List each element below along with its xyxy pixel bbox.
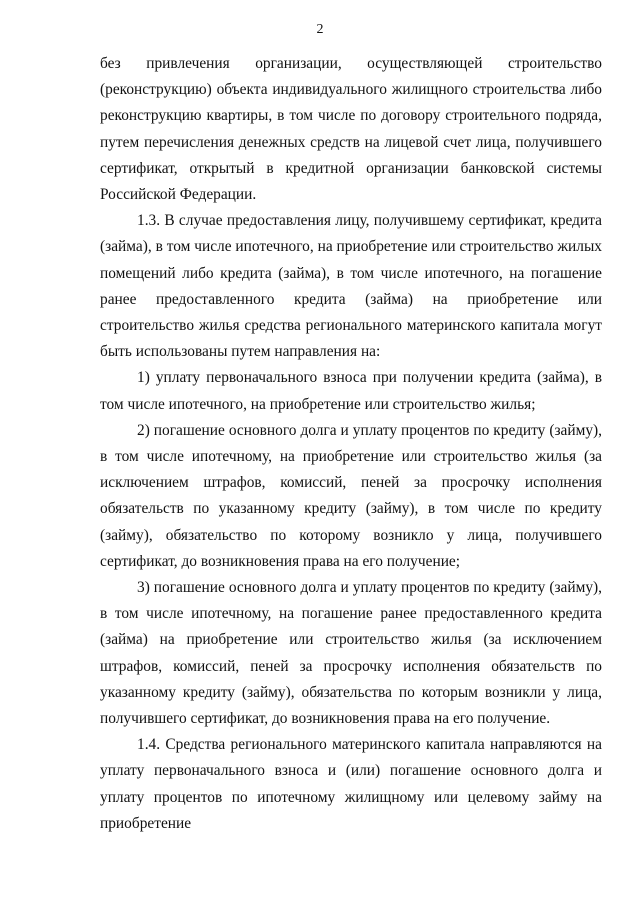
paragraph-1-4: 1.4. Средства регионального материнского капитала направляются на уплату первоначального взноса и (или) погашение основного долга и уплату процентов по ипотечному жилищному или целевому займу на приобретение [100, 736, 602, 832]
list-item-2: 2) погашение основного долга и уплату процентов по кредиту (займу), в том числе ипотечному, на приобретение или строительство жилья (за исключением штрафов, комиссий, пеней за просрочку исполнения обязательств по указанному кредиту (займу), в том числе по кредиту (займу), обязательство по которому возникло у лица, получившего сертификат, до возникновения права на его получение; [100, 421, 602, 570]
list-item-3: 3) погашение основного долга и уплату процентов по кредиту (займу), в том числе ипотечному, на погашение ранее предоставленного кредита (займа) на приобретение или строительство жилья (за исключением штрафов, комиссий, пеней за просрочку исполнения обязательств по указанному кредиту (займу), обязательства по которым возникли у лица, получившего сертификат, до возникновения права на его получение. [100, 579, 602, 728]
document-body [100, 51, 602, 837]
paragraph-1-3: 1.3. В случае предоставления лицу, получившему сертификат, кредита (займа), в том числе ипотечного, на приобретение или строительство жилых помещений либо кредита (займа), в том числе ипотечного, на погашение ранее предоставленного кредита (займа) на приобретение или строительство жилья средства регионального материнского капитала могут быть использованы путем направления на: [100, 212, 602, 361]
paragraph-continuation: без привлечения организации, осуществляющей строительство (реконструкцию) объекта индивидуального жилищного строительства либо реконструкцию квартиры, в том числе по договору строительного подряда, путем перечисления денежных средств на лицевой счет лица, получившего сертификат, открытый в кредитной организации банковской системы Российской Федерации. [100, 55, 602, 204]
page-number: 2 [316, 22, 324, 37]
list-item-1: 1) уплату первоначального взноса при получении кредита (займа), в том числе ипотечного, на приобретение или строительство жилья; [100, 369, 602, 413]
